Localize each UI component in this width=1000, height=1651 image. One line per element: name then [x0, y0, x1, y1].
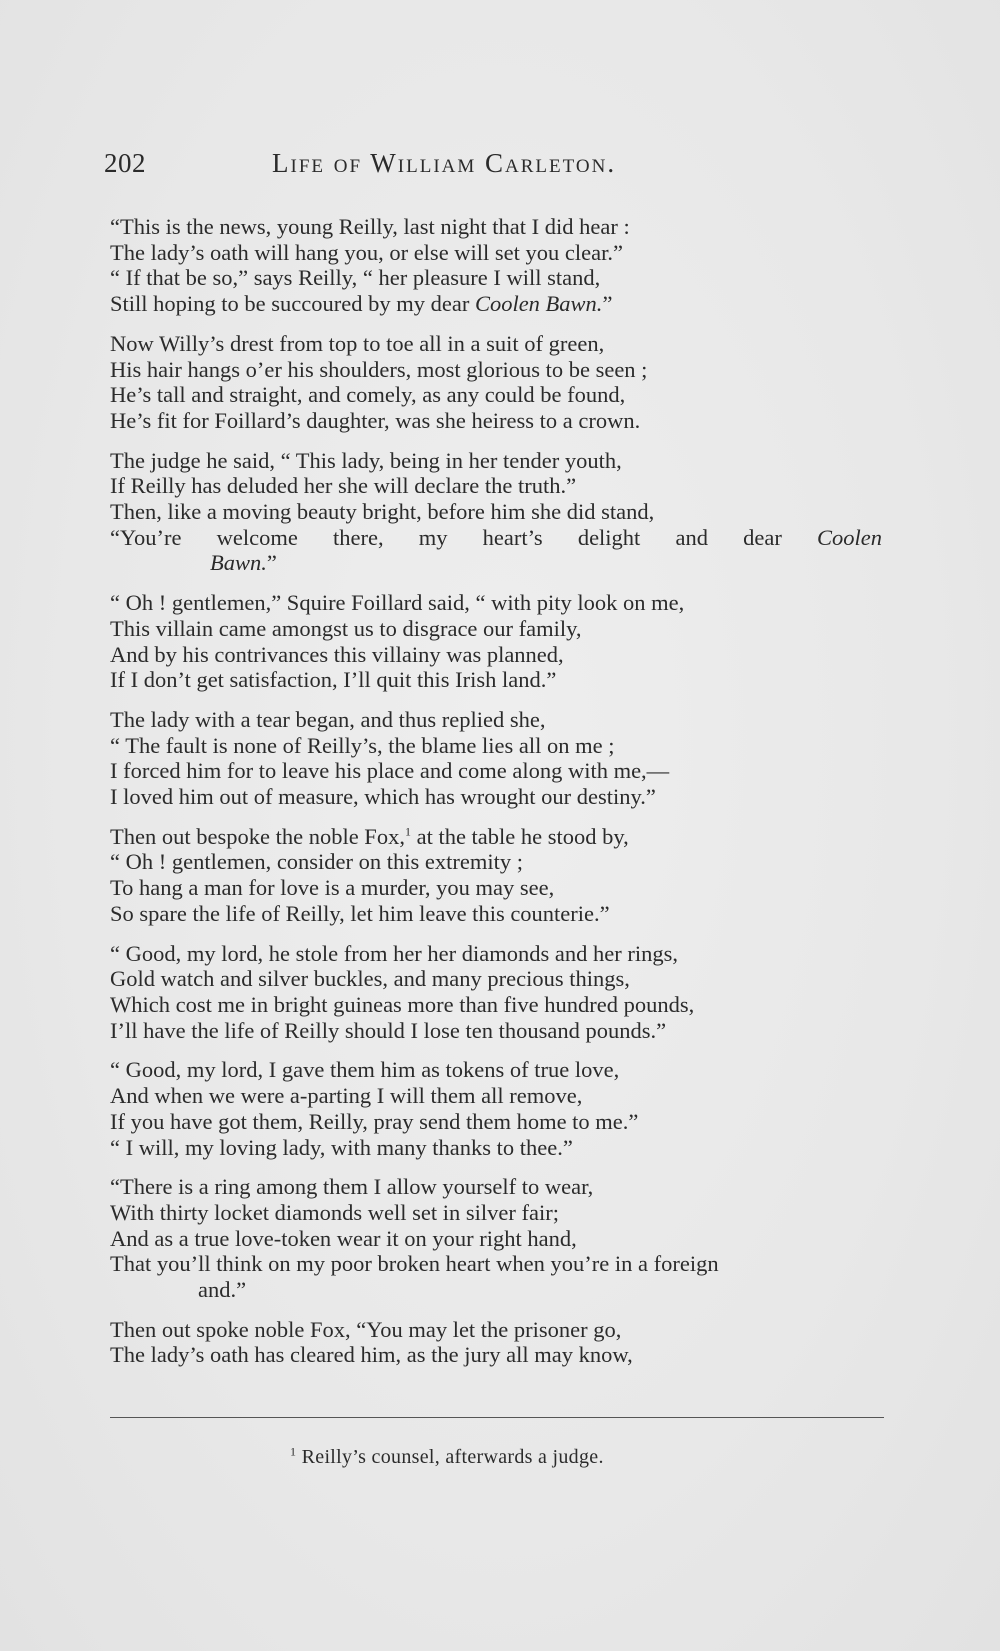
stanza	[110, 1174, 890, 1303]
stanza	[110, 331, 890, 434]
footnote-text: Reilly’s counsel, afterwards a judge.	[301, 1446, 604, 1468]
footnote-divider	[110, 1417, 884, 1418]
verse-line	[110, 525, 882, 551]
verse-line: Then out bespoke the noble Fox,$^1$ at the table he stood by,	[110, 823, 629, 849]
verse-line: Which cost me in bright guineas more than five hundred pounds,	[110, 991, 695, 1017]
stanza	[110, 448, 890, 577]
page-number: 202	[104, 148, 146, 178]
verse-word: heart’s	[482, 524, 543, 550]
verse-line: “ Good, my lord, he stole from her her diamonds and her rings,	[110, 940, 678, 966]
verse-line: And as a true love-token wear it on your right hand,	[110, 1225, 577, 1251]
verse-word: delight	[577, 524, 641, 550]
stanza	[110, 1057, 890, 1160]
verse-line: And by his contrivances this villainy was planned,	[110, 641, 564, 667]
verse-line: “ Oh ! gentlemen,” Squire Foillard said, “ with pity look on me,	[110, 590, 685, 616]
stanza	[110, 707, 890, 810]
verse-line: I loved him out of measure, which has wrought our destiny.”	[110, 784, 656, 810]
verse-line: If you have got them, Reilly, pray send them home to me.”	[110, 1108, 639, 1134]
verse-line: “ The fault is none of Reilly’s, the blame lies all on me ;	[110, 732, 615, 758]
verse-line: “ Good, my lord, I gave them him as tokens of true love,	[110, 1057, 620, 1083]
verse-line-continuation: and.”	[198, 1277, 247, 1303]
verse-line: That you’ll think on my poor broken heart when you’re in a foreign	[110, 1251, 719, 1277]
verse-line: If I don’t get satisfaction, I’ll quit this Irish land.”	[110, 667, 557, 693]
footnote	[290, 1446, 604, 1469]
verse-line: Then, like a moving beauty bright, before him she did stand,	[110, 499, 655, 525]
stanza	[110, 214, 890, 317]
stanza	[110, 590, 890, 693]
verse-line: This villain came amongst us to disgrace our family,	[110, 615, 582, 641]
stanza	[110, 1317, 890, 1368]
verse-line: He’s fit for Foillard’s daughter, was she heiress to a crown.	[110, 407, 641, 433]
verse-line: If Reilly has deluded her she will declare the truth.”	[110, 473, 577, 499]
verse-word: my	[418, 524, 448, 550]
verse-line: He’s tall and straight, and comely, as any could be found,	[110, 382, 626, 408]
verse-word: Coolen	[817, 524, 882, 550]
verse-line: His hair hangs o’er his shoulders, most glorious to be seen ;	[110, 356, 648, 382]
verse-line: Now Willy’s drest from top to toe all in a suit of green,	[110, 330, 605, 356]
verse-line: I’ll have the life of Reilly should I lose ten thousand pounds.”	[110, 1017, 667, 1043]
verse-line: I forced him for to leave his place and come along with me,—	[110, 758, 670, 784]
verse-word: “You’re	[110, 524, 182, 550]
verse-line: With thirty locket diamonds well set in silver fair;	[110, 1199, 560, 1225]
stanza	[110, 824, 890, 927]
verse-line: And when we were a-parting I will them all remove,	[110, 1083, 583, 1109]
verse-word: there,	[333, 524, 384, 550]
verse-line: “This is the news, young Reilly, last night that I did hear :	[110, 214, 630, 239]
verse-word: dear	[743, 524, 782, 550]
verse-line: “ If that be so,” says Reilly, “ her pleasure I will stand,	[110, 265, 601, 291]
verse-line: The lady with a tear began, and thus replied she,	[110, 706, 546, 732]
verse-word: and	[675, 524, 708, 550]
verse-line: Gold watch and silver buckles, and many precious things,	[110, 966, 630, 992]
page-header	[104, 148, 704, 188]
verse-line: The lady’s oath has cleared him, as the jury all may know,	[110, 1342, 633, 1368]
verse-line: To hang a man for love is a murder, you may see,	[110, 875, 555, 901]
verse-line: Still hoping to be succoured by my dear Coolen Bawn.”	[110, 291, 613, 317]
verse-line: The lady’s oath will hang you, or else will set you clear.”	[110, 239, 623, 265]
verse-line: So spare the life of Reilly, let him leave this counterie.”	[110, 900, 610, 926]
poem-body	[110, 214, 890, 1382]
verse-line: The judge he said, “ This lady, being in her tender youth,	[110, 447, 622, 473]
verse-word: welcome	[216, 524, 298, 550]
verse-line: Then out spoke noble Fox, “You may let the prisoner go,	[110, 1316, 622, 1342]
verse-line: “ Oh ! gentlemen, consider on this extremity ;	[110, 849, 524, 875]
verse-line-continuation: Bawn.”	[210, 550, 277, 576]
stanza	[110, 941, 890, 1044]
running-title: Life of William Carleton.	[272, 148, 617, 178]
footnote-marker: 1	[290, 1444, 297, 1459]
verse-line: “There is a ring among them I allow yourself to wear,	[110, 1174, 594, 1200]
verse-line: “ I will, my loving lady, with many thanks to thee.”	[110, 1134, 573, 1160]
